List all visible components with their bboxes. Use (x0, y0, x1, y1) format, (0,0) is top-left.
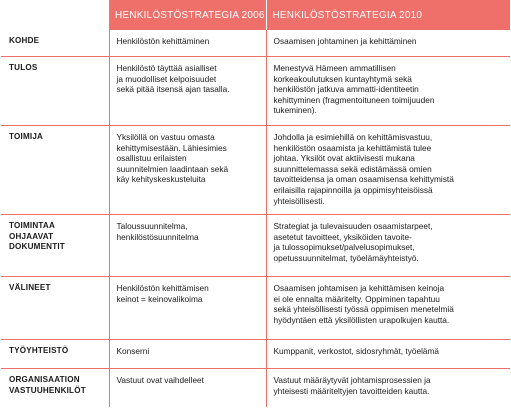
cell-line: Henkilöstön kehittämisen (116, 283, 209, 293)
cell-line: keinot = keinovalikoima (116, 293, 203, 304)
cell-line: asetetut tavoitteet, yksiköiden tavoite- (273, 231, 412, 242)
row-label (1, 57, 109, 126)
cell-line: Taloussuunnitelma, (116, 221, 188, 231)
cell-line: yhteisöllisesti. (273, 195, 325, 206)
cell-line: tukeminen). (273, 105, 317, 116)
cell-line: ja tulossopimukset/palvelusopimukset, (273, 242, 415, 253)
cell-2006 (109, 277, 266, 340)
row-label-line: TOIMIJA (9, 132, 44, 141)
cell-line: osallistuu erilaisten (116, 153, 187, 164)
cell-line: yhteisesti määriteltyjen tavoitteiden kautta. (273, 385, 430, 396)
cell-2010 (266, 215, 510, 277)
row-label-line: DOKUMENTIT (9, 242, 65, 252)
cell-line: sekä yhteisöllisesti työssä oppimisen menetelmiä (273, 304, 454, 315)
cell-line: Kumppanit, verkostot, sidosryhmät, työelämä (273, 346, 440, 356)
cell-line: Yksilöllä on vastuu omasta (116, 132, 215, 142)
cell-line: opetussuunnitelmat, työelämäyhteistyö. (273, 252, 419, 263)
table-row (1, 277, 510, 340)
cell-line: sekä pitää itsensä ajan tasalla. (116, 84, 230, 95)
table-row (1, 340, 510, 369)
cell-line: Konserni (116, 346, 150, 356)
cell-2010 (266, 340, 510, 369)
row-label (1, 277, 109, 340)
cell-line: henkilöstösuunnitelma (116, 231, 199, 242)
row-label-line: TYÖYHTEISTÖ (9, 346, 69, 355)
cell-line: suunnitelmien laadintaan sekä (116, 163, 229, 174)
cell-line: kehittyminen (fragmentoituneen toimijuuden (273, 94, 435, 105)
row-label-line: OHJAAVAT (9, 231, 54, 241)
row-label (1, 126, 109, 215)
cell-line: Johdolla ja esimiehillä on kehittämisvastuu, (273, 132, 433, 142)
row-label-line: ORGANISAATION (9, 375, 80, 384)
header-empty-cell (1, 0, 109, 30)
cell-line: tavoitteidensa ja oman osaamisensa kehittymistä (273, 174, 454, 185)
cell-2010 (266, 369, 510, 408)
strategy-table (1, 0, 511, 407)
cell-2010 (266, 126, 510, 215)
cell-line: hyödyntäen että yksilöllisten urapolkujen kautta. (273, 314, 450, 325)
cell-line: Vastuut ovat vaihdelleet (116, 375, 204, 385)
row-label-line: TULOS (9, 63, 38, 72)
table-header-row (1, 0, 510, 30)
cell-line: ja muodolliset kelpoisuudet (116, 73, 217, 84)
header-strategy-2006: HENKILÖSTÖSTRATEGIA 2006 (109, 0, 266, 30)
cell-line: Vastuut määräytyvät johtamisprosessien ja (273, 375, 431, 385)
row-label (1, 369, 109, 408)
cell-line: ei ole ennalta määritelty. Oppiminen tapahtuu (273, 293, 440, 304)
cell-2006 (109, 369, 266, 408)
row-label-line: TOIMINTAA (9, 221, 56, 230)
cell-line: korkeakoulutuksen kuntayhtymä sekä (273, 73, 412, 84)
cell-2006 (109, 340, 266, 369)
row-label (1, 340, 109, 369)
cell-line: Henkilöstön kehittäminen (116, 36, 210, 46)
cell-2010 (266, 30, 510, 57)
table-row (1, 126, 510, 215)
cell-2006 (109, 30, 266, 57)
row-label-line: VÄLINEET (9, 283, 51, 292)
cell-2006 (109, 215, 266, 277)
cell-2006 (109, 57, 266, 126)
row-label-line: KOHDE (9, 36, 40, 45)
cell-line: johtaa. Yksilöt ovat aktiivisesti mukana (273, 153, 415, 164)
cell-line: henkilöstön osaamista ja kehittämistä tulee (273, 142, 432, 153)
cell-line: Menestyvä Hämeen ammatillisen (273, 63, 396, 73)
cell-line: Henkilöstö täyttää asialliset (116, 63, 217, 73)
cell-line: Strategiat ja tulevaisuuden osaamistarpeet, (273, 221, 433, 231)
table-row (1, 215, 510, 277)
cell-2010 (266, 277, 510, 340)
table-row (1, 57, 510, 126)
header-strategy-2010: HENKILÖSTÖSTRATEGIA 2010 (266, 0, 510, 30)
cell-2010 (266, 57, 510, 126)
row-label-line: VASTUUHENKILÖT (9, 385, 86, 395)
cell-line: erilaisilla rajapinnoilla ja oppimisyhteisöissä (273, 184, 433, 195)
row-label (1, 215, 109, 277)
row-label (1, 30, 109, 57)
cell-2006 (109, 126, 266, 215)
cell-line: käy kehityskeskusteluita (116, 174, 206, 185)
cell-line: kehittymisestään. Lähiesimies (116, 142, 227, 153)
cell-line: henkilöstön jatkuva ammatti-identiteetin (273, 84, 419, 95)
cell-line: Osaamisen johtamisen ja kehittämisen keinoja (273, 283, 445, 293)
table-row (1, 369, 510, 408)
cell-line: suunnittelemassa sekä edistämässä omien (273, 163, 432, 174)
cell-line: Osaamisen johtaminen ja kehittäminen (273, 36, 417, 46)
table-row (1, 30, 510, 57)
